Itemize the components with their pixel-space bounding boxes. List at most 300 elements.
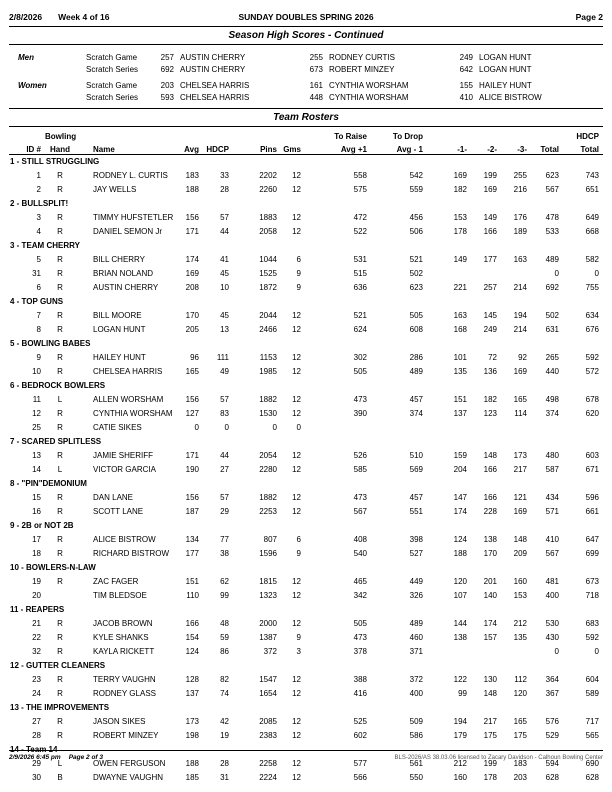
cell-pins: 2058 (259, 226, 277, 236)
roster-header (9, 129, 603, 154)
cell-total: 567 (545, 184, 559, 194)
cell-to-drop: 550 (409, 772, 423, 782)
col-game3: -3- (501, 141, 531, 154)
cell-total: 502 (545, 310, 559, 320)
cell-gms: 0 (296, 422, 301, 432)
cell-game3: 169 (513, 366, 527, 376)
cell-to-drop: 559 (409, 184, 423, 194)
cell-name: TERRY VAUGHN (93, 674, 156, 684)
cell-hand: R (57, 254, 63, 264)
team-name: 11 - REAPERS (10, 604, 65, 614)
cell-to-drop: 506 (409, 226, 423, 236)
cell-id: 15 (32, 492, 41, 502)
cell-game1: 178 (453, 226, 467, 236)
cell-game2: 148 (483, 688, 497, 698)
cell-total: 623 (545, 170, 559, 180)
cell-to-drop: 505 (409, 310, 423, 320)
cell-name: TIM BLEDSOE (93, 590, 147, 600)
cell-total: 481 (545, 576, 559, 586)
cell-total: 0 (554, 646, 559, 656)
cell-gms: 6 (296, 534, 301, 544)
cell-hand: R (57, 310, 63, 320)
col-hdcp-header: HDCP (576, 132, 599, 141)
player-row (9, 728, 603, 742)
cell-id: 16 (32, 506, 41, 516)
cell-game2: 228 (483, 506, 497, 516)
cell-hdcp: 38 (220, 548, 229, 558)
cell-avg: 156 (185, 212, 199, 222)
cell-hdcp-total: 673 (585, 576, 599, 586)
col-id: ID # (9, 141, 45, 154)
cell-pins: 2280 (259, 464, 277, 474)
cell-to-drop: 623 (409, 282, 423, 292)
cell-game2: 148 (483, 450, 497, 460)
cell-game2: 123 (483, 408, 497, 418)
cell-id: 23 (32, 674, 41, 684)
cell-game2: 166 (483, 464, 497, 474)
col-total: Total (531, 141, 563, 154)
cell-game3: 216 (513, 184, 527, 194)
cell-hdcp-total: 620 (585, 408, 599, 418)
cell-name: BRIAN NOLAND (93, 268, 154, 278)
cell-to-drop: 510 (409, 450, 423, 460)
cell-to-raise: 473 (353, 632, 367, 642)
cell-game3 (501, 644, 531, 658)
cell-to-raise: 575 (353, 184, 367, 194)
cell-gms: 12 (292, 674, 301, 684)
cell-name: RODNEY GLASS (93, 688, 156, 698)
high-score-value: 161 (309, 80, 323, 90)
cell-hdcp: 41 (220, 254, 229, 264)
cell-hand: R (57, 324, 63, 334)
cell-game1: 169 (453, 170, 467, 180)
high-score-value: 593 (160, 92, 174, 102)
cell-total: 367 (545, 688, 559, 698)
cell-game3: 173 (513, 450, 527, 460)
cell-to-drop: 502 (409, 268, 423, 278)
cell-total: 498 (545, 394, 559, 404)
cell-id: 18 (32, 548, 41, 558)
cell-pins: 1654 (259, 688, 277, 698)
cell-hdcp: 82 (220, 674, 229, 684)
cell-id: 19 (32, 576, 41, 586)
cell-to-raise: 416 (353, 688, 367, 698)
cell-avg: 96 (190, 352, 199, 362)
team-header-row (9, 378, 603, 392)
high-score-bowler: ALICE BISTROW (479, 92, 542, 102)
cell-gms: 12 (292, 310, 301, 320)
team-header-row (9, 518, 603, 532)
cell-hdcp-total: 683 (585, 618, 599, 628)
cell-game3 (501, 266, 531, 280)
high-score-bowler: LOGAN HUNT (479, 52, 532, 62)
cell-avg: 170 (185, 310, 199, 320)
cell-name: ALLEN WORSHAM (93, 394, 164, 404)
cell-to-drop: 400 (409, 688, 423, 698)
cell-game3: 92 (518, 352, 527, 362)
cell-name: VICTOR GARCIA (93, 464, 156, 474)
cell-to-drop: 371 (409, 646, 423, 656)
cell-game1: 179 (453, 730, 467, 740)
cell-to-drop: 460 (409, 632, 423, 642)
high-score-value: 155 (459, 80, 473, 90)
cell-hdcp: 49 (220, 366, 229, 376)
cell-game3: 214 (513, 324, 527, 334)
cell-game1: 135 (453, 366, 467, 376)
cell-gms: 12 (292, 170, 301, 180)
cell-id: 12 (32, 408, 41, 418)
cell-game1: 147 (453, 492, 467, 502)
cell-to-raise: 505 (353, 618, 367, 628)
cell-hand: R (57, 422, 63, 432)
cell-to-raise: 585 (353, 464, 367, 474)
team-name: 8 - "PIN"DEMONIUM (10, 478, 87, 488)
cell-avg: 174 (185, 254, 199, 264)
cell-gms: 12 (292, 366, 301, 376)
high-score-row (9, 51, 603, 63)
cell-game1: 101 (453, 352, 467, 362)
team-header-row (9, 434, 603, 448)
cell-name: ZAC FAGER (93, 576, 139, 586)
cell-avg: 169 (185, 268, 199, 278)
team-header-row (9, 602, 603, 616)
cell-hdcp: 48 (220, 618, 229, 628)
cell-id: 27 (32, 716, 41, 726)
cell-pins: 2253 (259, 506, 277, 516)
team-name: 10 - BOWLERS-N-LAW (10, 562, 96, 572)
team-name: 5 - BOWLING BABES (10, 338, 91, 348)
cell-to-raise: 302 (353, 352, 367, 362)
cell-to-raise: 521 (353, 310, 367, 320)
cell-id: 29 (32, 758, 41, 768)
player-row (9, 644, 603, 658)
cell-avg: 110 (186, 590, 199, 600)
high-score-row (9, 91, 603, 103)
cell-avg: 134 (185, 534, 199, 544)
cell-to-raise: 342 (353, 590, 367, 600)
cell-hdcp-total: 565 (585, 730, 599, 740)
cell-hdcp-total: 661 (585, 506, 599, 516)
col-avg: Avg (177, 141, 203, 154)
high-score-row (9, 79, 603, 91)
team-header-row (9, 700, 603, 714)
cell-hdcp-total: 649 (585, 212, 599, 222)
cell-game3: 165 (513, 394, 527, 404)
high-score-value: 673 (309, 64, 323, 74)
cell-hdcp: 59 (220, 632, 229, 642)
cell-hand: L (57, 758, 63, 768)
high-score-bowler: AUSTIN CHERRY (180, 64, 246, 74)
cell-name: BILL MOORE (93, 310, 142, 320)
cell-game2: 257 (483, 282, 497, 292)
cell-to-raise: 624 (353, 324, 367, 334)
cell-pins: 1883 (259, 212, 277, 222)
cell-pins: 807 (263, 534, 277, 544)
cell-game3: 121 (513, 492, 527, 502)
cell-name: CYNTHIA WORSHAM (93, 408, 173, 418)
team-name: 13 - THE IMPROVEMENTS (10, 702, 110, 712)
cell-game3: 209 (513, 548, 527, 558)
cell-name: ROBERT MINZEY (93, 730, 159, 740)
cell-game2: 157 (483, 632, 497, 642)
high-score-bowler: AUSTIN CHERRY (180, 52, 246, 62)
cell-name: HAILEY HUNT (93, 352, 146, 362)
cell-game2: 199 (483, 170, 497, 180)
cell-pins: 1547 (259, 674, 277, 684)
cell-id: 9 (36, 352, 41, 362)
cell-game1: 144 (453, 618, 467, 628)
cell-game3: 163 (513, 254, 527, 264)
cell-gms: 6 (296, 254, 301, 264)
cell-avg: 128 (185, 674, 199, 684)
team-header-row (9, 196, 603, 210)
cell-to-raise: 515 (353, 268, 367, 278)
cell-game1 (427, 420, 471, 434)
cell-avg: 208 (185, 282, 199, 292)
cell-game3: 165 (513, 716, 527, 726)
cell-hdcp-total: 699 (585, 548, 599, 558)
cell-total: 628 (545, 772, 559, 782)
cell-total (531, 420, 563, 434)
cell-gms: 12 (292, 576, 301, 586)
high-score-value: 249 (459, 52, 473, 62)
cell-game3: 212 (513, 618, 527, 628)
cell-hand: R (57, 716, 63, 726)
cell-name: ALICE BISTROW (93, 534, 156, 544)
cell-hdcp: 0 (224, 422, 229, 432)
team-rosters-title: Team Rosters (9, 108, 603, 127)
high-score-bowler: CHELSEA HARRIS (180, 80, 250, 90)
cell-total: 374 (545, 408, 559, 418)
cell-hand: R (57, 618, 63, 628)
cell-game3: 255 (513, 170, 527, 180)
cell-to-raise: 505 (353, 366, 367, 376)
cell-id: 13 (32, 450, 41, 460)
team-header-row (9, 476, 603, 490)
cell-id: 32 (32, 646, 41, 656)
col-to-raise: To Raise (334, 132, 367, 141)
cell-hand: R (57, 506, 63, 516)
cell-game2: 182 (483, 394, 497, 404)
team-name: 9 - 2B or NOT 2B (10, 520, 74, 530)
cell-hdcp-total: 572 (585, 366, 599, 376)
league-title: SUNDAY DOUBLES SPRING 2026 (238, 12, 374, 22)
cell-id: 20 (32, 590, 41, 600)
cell-hand: R (57, 268, 63, 278)
cell-game2: 249 (483, 324, 497, 334)
high-scores-title: Season High Scores - Continued (9, 27, 603, 45)
cell-hdcp: 111 (216, 352, 229, 362)
cell-game2: 166 (483, 226, 497, 236)
player-row (9, 420, 603, 434)
team-name: 7 - SCARED SPLITLESS (10, 436, 102, 446)
player-row (9, 280, 603, 294)
cell-hdcp-total: 717 (585, 716, 599, 726)
cell-id: 4 (36, 226, 41, 236)
cell-id: 7 (36, 310, 41, 320)
cell-pins: 2383 (259, 730, 277, 740)
col-hand: Hand (45, 141, 75, 154)
player-row (9, 630, 603, 644)
cell-hdcp-total: 743 (585, 170, 599, 180)
cell-game1 (427, 266, 471, 280)
cell-to-raise: 567 (353, 506, 367, 516)
cell-hand: R (57, 632, 63, 642)
cell-hdcp-total: 592 (585, 352, 599, 362)
cell-avg: 177 (185, 548, 199, 558)
cell-hdcp-total: 589 (585, 688, 599, 698)
high-score-value: 692 (160, 64, 174, 74)
cell-name: AUSTIN CHERRY (93, 282, 159, 292)
col-bowling: Bowling (45, 132, 77, 141)
cell-hand: R (57, 548, 63, 558)
page-number: Page 2 (575, 12, 604, 22)
cell-to-raise: 473 (353, 492, 367, 502)
cell-game3: 120 (513, 688, 527, 698)
cell-to-drop: 561 (409, 758, 423, 768)
cell-pins: 1525 (259, 268, 277, 278)
cell-hdcp-total: 676 (585, 324, 599, 334)
cell-game1: 153 (453, 212, 467, 222)
cell-game2: 217 (483, 716, 497, 726)
team-header-row (9, 294, 603, 308)
cell-id: 11 (32, 394, 41, 404)
cell-gms: 12 (292, 352, 301, 362)
cell-pins: 2054 (259, 450, 277, 460)
cell-hdcp-total: 634 (585, 310, 599, 320)
cell-to-drop: 456 (409, 212, 423, 222)
cell-hdcp-total: 603 (585, 450, 599, 460)
cell-game3: 214 (513, 282, 527, 292)
cell-pins: 2260 (259, 184, 277, 194)
cell-to-drop: 398 (409, 534, 423, 544)
player-row (9, 714, 603, 728)
cell-hdcp: 19 (220, 730, 229, 740)
team-header-row (9, 560, 603, 574)
cell-hdcp: 57 (220, 492, 229, 502)
col-to-drop: To Drop (392, 132, 423, 141)
cell-game1: 182 (453, 184, 467, 194)
cell-hdcp: 44 (220, 226, 229, 236)
cell-game1: 168 (453, 324, 467, 334)
cell-hdcp: 29 (220, 506, 229, 516)
player-row (9, 350, 603, 364)
cell-pins: 372 (263, 646, 277, 656)
cell-game3: 194 (513, 310, 527, 320)
cell-id: 8 (36, 324, 41, 334)
cell-name: DANIEL SEMON Jr (93, 226, 163, 236)
player-row (9, 574, 603, 588)
cell-id: 21 (32, 618, 41, 628)
cell-game3: 112 (514, 674, 527, 684)
cell-hand: R (57, 170, 63, 180)
cell-hdcp-total: 671 (585, 464, 599, 474)
high-score-bowler: RODNEY CURTIS (329, 52, 395, 62)
cell-pins: 1882 (259, 492, 277, 502)
cell-hdcp-total: 651 (585, 184, 599, 194)
team-name: 1 - STILL STRUGGLING (10, 156, 100, 166)
cell-hdcp: 31 (220, 772, 229, 782)
cell-to-raise: 577 (353, 758, 367, 768)
cell-game1 (427, 644, 471, 658)
report-week: Week 4 of 16 (58, 12, 110, 22)
cell-hand: R (57, 730, 63, 740)
roster-body (9, 154, 603, 784)
cell-hand: R (57, 646, 63, 656)
cell-game1: 159 (453, 450, 467, 460)
player-row (9, 210, 603, 224)
player-row (9, 770, 603, 784)
col-name: Name (75, 141, 177, 154)
cell-pins: 2000 (259, 618, 277, 628)
cell-gms: 12 (292, 590, 301, 600)
team-header-row (9, 154, 603, 168)
cell-to-drop: 569 (409, 464, 423, 474)
cell-to-raise: 390 (353, 408, 367, 418)
cell-hdcp-total: 690 (585, 758, 599, 768)
report-footer (9, 750, 603, 761)
cell-name: KYLE SHANKS (93, 632, 149, 642)
cell-game2: 174 (483, 618, 497, 628)
score-category: Scratch Series (86, 64, 139, 74)
footer-page-count: Page 2 of 3 (68, 754, 104, 761)
cell-pins: 2466 (259, 324, 277, 334)
cell-hdcp: 42 (220, 716, 229, 726)
cell-name: LOGAN HUNT (93, 324, 146, 334)
cell-hdcp-total: 668 (585, 226, 599, 236)
cell-game2: 145 (483, 310, 497, 320)
score-category: Scratch Game (86, 52, 138, 62)
high-score-value: 255 (309, 52, 323, 62)
cell-gms: 12 (292, 716, 301, 726)
cell-id: 22 (32, 632, 41, 642)
cell-hdcp: 77 (220, 534, 229, 544)
cell-id: 14 (32, 464, 41, 474)
report-header (9, 12, 603, 22)
col-hdcp: HDCP (203, 141, 233, 154)
team-name: 12 - GUTTER CLEANERS (10, 660, 106, 670)
cell-hdcp: 57 (220, 394, 229, 404)
score-category: Scratch Series (86, 92, 139, 102)
player-row (9, 406, 603, 420)
cell-hdcp: 74 (220, 688, 229, 698)
cell-to-raise: 531 (353, 254, 367, 264)
cell-avg: 183 (185, 170, 199, 180)
high-score-value: 203 (160, 80, 174, 90)
cell-hdcp: 13 (220, 324, 229, 334)
cell-total: 594 (545, 758, 559, 768)
cell-id: 6 (36, 282, 41, 292)
col-avg-minus1: Avg - 1 (371, 141, 427, 154)
cell-hand: R (57, 576, 63, 586)
cell-total: 631 (545, 324, 559, 334)
cell-game2: 178 (483, 772, 497, 782)
cell-pins: 2202 (259, 170, 277, 180)
cell-gms: 12 (292, 212, 301, 222)
cell-hdcp-total: 582 (585, 254, 599, 264)
cell-pins: 1882 (259, 394, 277, 404)
cell-pins: 1530 (259, 408, 277, 418)
cell-hand: R (57, 184, 63, 194)
cell-to-raise: 465 (353, 576, 367, 586)
cell-total: 410 (545, 534, 559, 544)
cell-name: CHELSEA HARRIS (93, 366, 163, 376)
cell-hdcp: 27 (220, 464, 229, 474)
col-pins: Pins (233, 141, 281, 154)
player-row (9, 308, 603, 322)
team-name: 3 - TEAM CHERRY (10, 240, 80, 250)
high-score-bowler: CYNTHIA WORSHAM (329, 92, 409, 102)
